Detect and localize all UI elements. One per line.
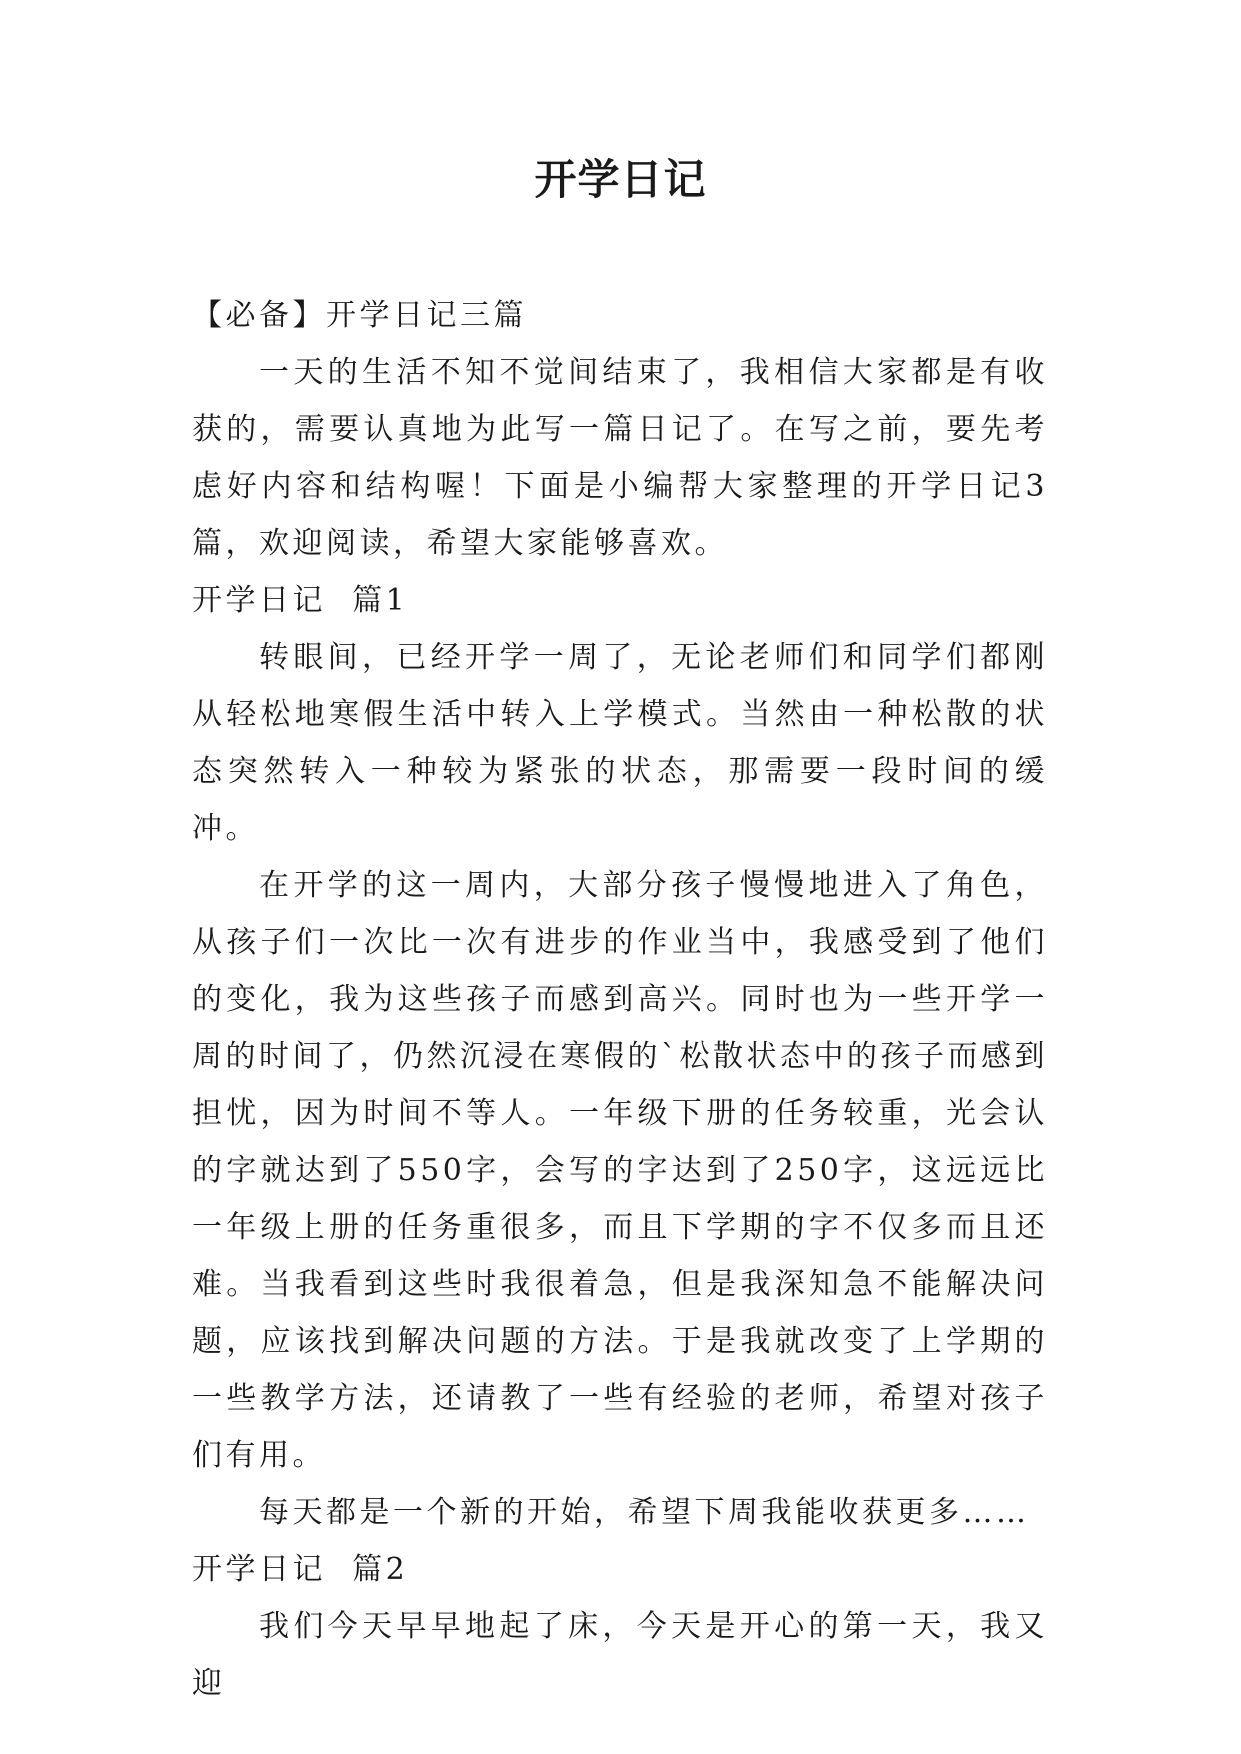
section-1-paragraph-1: 转眼间，已经开学一周了，无论老师们和同学们都刚从轻松地寒假生活中转入上学模式。当然由一种松散的状态突然转入一种较为紧张的状态，那需要一段时间的缓冲。 (192, 640, 1048, 846)
document-body (192, 287, 1048, 1712)
section-2-paragraph-1: 我们今天早早地起了床，今天是开心的第一天，我又迎 (192, 1609, 1048, 1701)
section-1-paragraph-3: 每天都是一个新的开始，希望下周我能收获更多…… (259, 1495, 1030, 1530)
document-subtitle: 【必备】开学日记三篇 (192, 298, 527, 333)
document-title: 开学日记 (534, 155, 707, 204)
section-1-paragraph-2: 在开学的这一周内，大部分孩子慢慢地进入了角色，从孩子们一次比一次有进步的作业当中，我感受到了他们的变化，我为这些孩子而感到高兴。同时也为一些开学一周的时间了，仍然沉浸在寒假的`松散状态中的孩子而感到担忧，因为时间不等人。一年级下册的任务较重，光会认的字就达到了550字，会写的字达到了250字，这远远比一年级上册的任务重很多，而且下学期的字不仅多而且还难。当我看到这些时我很着急，但是我深知急不能解决问题，应该找到解决问题的方法。于是我就改变了上学期的一些教学方法，还请教了一些有经验的老师，希望对孩子们有用。 (192, 868, 1048, 1473)
section-heading-1: 开学日记 篇1 (192, 583, 409, 618)
section-heading-2: 开学日记 篇2 (192, 1552, 409, 1587)
intro-paragraph: 一天的生活不知不觉间结束了，我相信大家都是有收获的，需要认真地为此写一篇日记了。在写之前，要先考虑好内容和结构喔！下面是小编帮大家整理的开学日记3篇，欢迎阅读，希望大家能够喜欢。 (192, 355, 1048, 561)
